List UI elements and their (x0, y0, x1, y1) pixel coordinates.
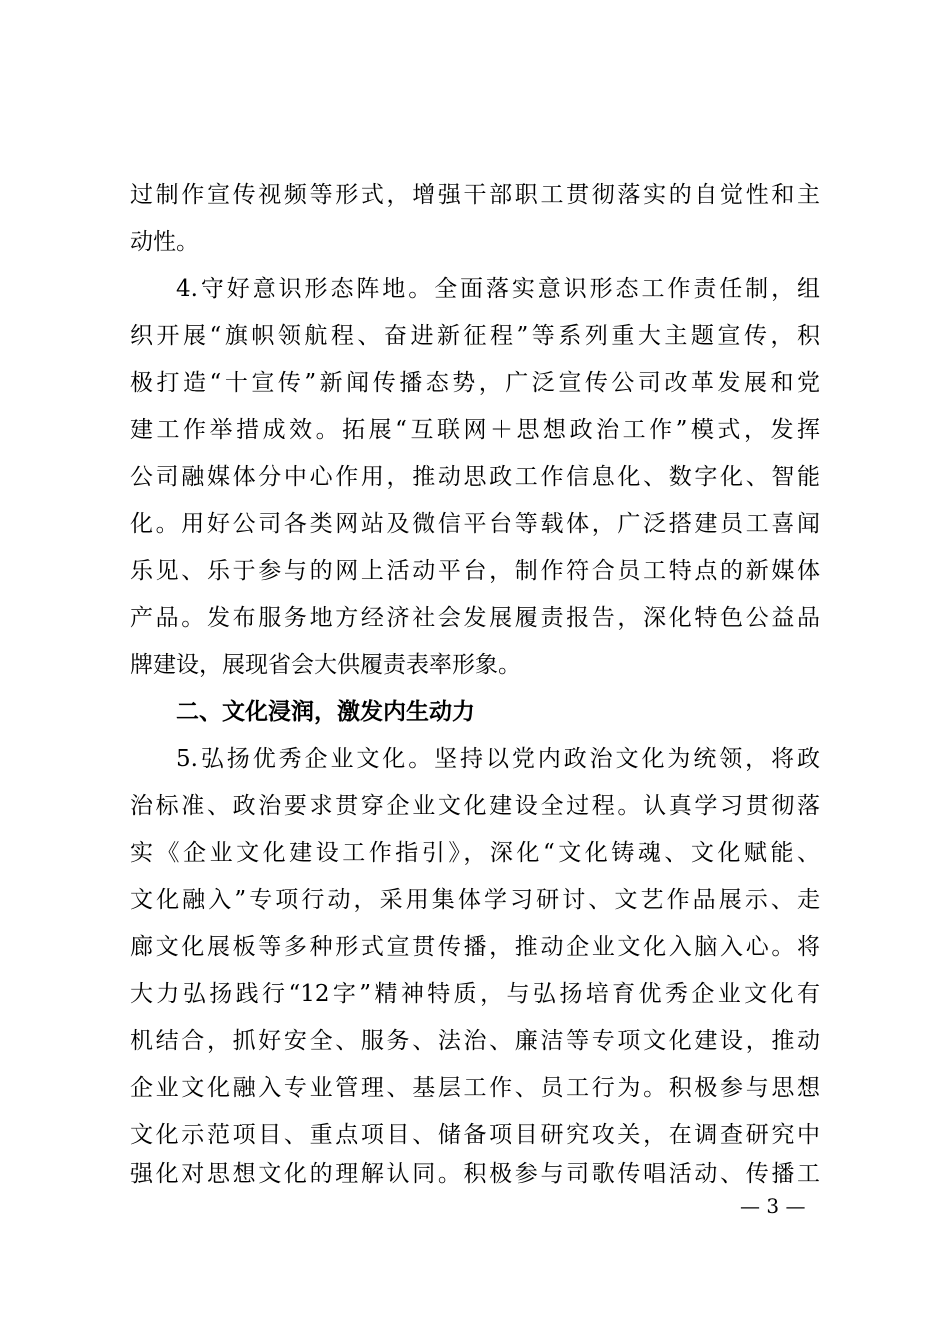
paragraph-line: 治标准、政治要求贯穿企业文化建设全过程。认真学习贯彻落 (130, 793, 820, 819)
paragraph-line: 动性。 (130, 229, 199, 255)
paragraph-line: 廊文化展板等多种形式宣贯传播，推动企业文化入脑入心。将 (130, 934, 820, 960)
paragraph-line: 实《企业文化建设工作指引》，深化“文化铸魂、文化赋能、 (130, 840, 820, 866)
paragraph-line: 产品。发布服务地方经济社会发展履责报告，深化特色公益品 (130, 605, 820, 631)
paragraph-line: 大力弘扬践行“12字”精神特质，与弘扬培育优秀企业文化有 (130, 981, 820, 1007)
paragraph-line: 极打造“十宣传”新闻传播态势，广泛宣传公司改革发展和党 (130, 370, 820, 396)
paragraph-line: 5.弘扬优秀企业文化。坚持以党内政治文化为统领，将政 (176, 746, 820, 772)
paragraph-line: 过制作宣传视频等形式，增强干部职工贯彻落实的自觉性和主 (130, 182, 820, 208)
paragraph-line: 企业文化融入专业管理、基层工作、员工行为。积极参与思想 (130, 1075, 820, 1101)
paragraph-line: 建工作举措成效。拓展“互联网＋思想政治工作”模式，发挥 (130, 417, 820, 443)
paragraph-line: 化。用好公司各类网站及微信平台等载体，广泛搭建员工喜闻 (130, 511, 820, 537)
paragraph-line: 文化融入”专项行动，采用集体学习研讨、文艺作品展示、走 (130, 887, 820, 913)
paragraph-line: 牌建设，展现省会大供履责表率形象。 (130, 652, 521, 678)
paragraph-line: 织开展“旗帜领航程、奋进新征程”等系列重大主题宣传，积 (130, 323, 820, 349)
paragraph-line: 文化示范项目、重点项目、储备项目研究攻关，在调查研究中 (130, 1122, 820, 1148)
paragraph-line: 4.守好意识形态阵地。全面落实意识形态工作责任制，组 (176, 276, 820, 302)
paragraph-line: 公司融媒体分中心作用，推动思政工作信息化、数字化、智能 (130, 464, 820, 490)
page-number: — 3 — (740, 1194, 806, 1218)
section-heading: 二、文化浸润，激发内生动力 (176, 699, 475, 725)
paragraph-line: 强化对思想文化的理解认同。积极参与司歌传唱活动、传播工 (130, 1161, 820, 1187)
paragraph-line: 机结合，抓好安全、服务、法治、廉洁等专项文化建设，推动 (130, 1028, 820, 1054)
paragraph-line: 乐见、乐于参与的网上活动平台，制作符合员工特点的新媒体 (130, 558, 820, 584)
